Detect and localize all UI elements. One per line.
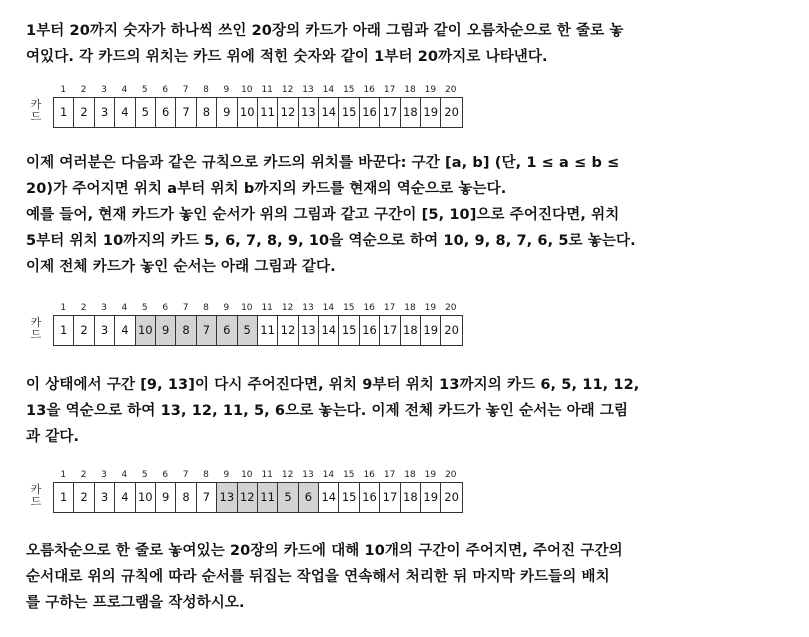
position-number: 3 (101, 85, 107, 95)
intro-paragraph (26, 18, 786, 70)
position-number: 19 (424, 470, 437, 480)
position-number: 3 (101, 303, 107, 313)
card-cell: 12 (238, 483, 258, 512)
card-cell: 16 (360, 98, 380, 127)
card-cell: 14 (319, 316, 339, 345)
position-number: 9 (223, 303, 230, 313)
position-number: 10 (241, 303, 253, 313)
position-number: 7 (182, 470, 189, 480)
position-number: 8 (203, 85, 209, 95)
position-number: 10 (241, 85, 253, 95)
position-number: 7 (182, 303, 189, 313)
card-cell: 17 (380, 316, 400, 345)
text-line: 과 같다. (26, 429, 80, 445)
position-number: 16 (363, 470, 375, 480)
position-number: 17 (383, 303, 396, 313)
position-number: 14 (322, 85, 335, 95)
position-number: 10 (241, 470, 253, 480)
position-number: 8 (203, 470, 209, 480)
card-cell: 1 (54, 316, 74, 345)
card-cell: 15 (339, 483, 359, 512)
position-number: 7 (182, 85, 189, 95)
position-number: 19 (424, 85, 437, 95)
text-line: 이제 전체 카드가 놓인 순서는 아래 그림과 같다. (26, 259, 336, 275)
card-cell: 9 (156, 316, 176, 345)
card-cell: 16 (360, 483, 380, 512)
position-number: 20 (445, 470, 457, 480)
card-cell: 2 (74, 98, 94, 127)
text-line: 이 상태에서 구간 [9, 13]이 다시 주어진다면, 위치 9부터 위치 13까지의 카드 6, 5, 11, 12, (26, 377, 640, 393)
card-cell: 7 (176, 98, 196, 127)
card-cell: 11 (258, 316, 278, 345)
position-number: 2 (80, 85, 87, 95)
card-cell: 7 (197, 316, 217, 345)
position-number: 14 (322, 470, 335, 480)
text-line: 를 구하는 프로그램을 작성하시오. (26, 595, 245, 611)
position-number: 12 (281, 85, 294, 95)
position-number: 4 (121, 303, 128, 313)
card-cell: 5 (278, 483, 298, 512)
position-number: 9 (223, 470, 230, 480)
card-cell: 18 (401, 483, 421, 512)
card-cell: 8 (176, 316, 196, 345)
card-cell: 14 (319, 98, 339, 127)
card-cell: 12 (278, 98, 298, 127)
card-cell: 7 (197, 483, 217, 512)
position-number: 1 (60, 85, 67, 95)
card-cell: 4 (115, 483, 135, 512)
card-cell: 5 (136, 98, 156, 127)
card-cell: 8 (197, 98, 217, 127)
card-cell: 8 (176, 483, 196, 512)
task-paragraph (26, 538, 786, 616)
position-number: 11 (261, 470, 273, 480)
card-cell: 20 (444, 105, 459, 119)
position-number: 20 (445, 85, 457, 95)
card-cell: 6 (299, 483, 319, 512)
card-row (53, 482, 463, 513)
position-number: 16 (363, 303, 375, 313)
position-number: 6 (162, 303, 169, 313)
card-cell: 14 (319, 483, 339, 512)
text-line: 순서대로 위의 규칙에 따라 순서를 뒤집는 작업을 연속해서 처리한 뒤 마지막 카드들의 배치 (26, 569, 610, 585)
position-number: 11 (261, 85, 273, 95)
position-number: 2 (80, 303, 87, 313)
position-number: 13 (302, 85, 314, 95)
card-cell: 3 (95, 316, 115, 345)
position-number: 3 (101, 470, 107, 480)
position-number: 1 (60, 303, 67, 313)
card-cell: 6 (156, 98, 176, 127)
text-line: 예를 들어, 현재 카드가 놓인 순서가 위의 그림과 같고 구간이 [5, 10]으로 주어진다면, 위치 (26, 207, 620, 223)
position-number: 16 (363, 85, 375, 95)
position-number: 17 (383, 85, 396, 95)
position-number: 13 (302, 470, 314, 480)
position-number: 9 (223, 85, 230, 95)
position-number: 18 (404, 303, 416, 313)
position-number: 6 (162, 85, 169, 95)
position-number: 17 (383, 470, 396, 480)
card-cell: 13 (299, 98, 319, 127)
card-cell: 6 (217, 316, 237, 345)
position-number: 5 (141, 303, 148, 313)
card-label: 카드 (30, 483, 42, 508)
card-cell: 10 (136, 316, 156, 345)
card-cell: 15 (339, 316, 359, 345)
position-number: 6 (162, 470, 169, 480)
text-line: 오름차순으로 한 줄로 놓여있는 20장의 카드에 대해 10개의 구간이 주어지면, 주어진 구간의 (26, 543, 623, 559)
card-cell: 13 (217, 483, 237, 512)
card-cell: 3 (95, 98, 115, 127)
card-cell: 1 (54, 483, 74, 512)
card-cell: 19 (421, 316, 441, 345)
position-number: 20 (445, 303, 457, 313)
card-label: 카드 (30, 316, 42, 341)
card-cell: 4 (115, 98, 135, 127)
second-paragraph (26, 372, 786, 450)
position-number: 5 (141, 85, 148, 95)
card-cell: 10 (238, 98, 258, 127)
card-row (53, 315, 463, 346)
position-number: 11 (261, 303, 273, 313)
card-cell: 17 (380, 483, 400, 512)
card-cell: 11 (258, 483, 278, 512)
card-cell: 16 (360, 316, 380, 345)
card-cell: 19 (421, 98, 441, 127)
position-number: 1 (60, 470, 67, 480)
card-cell: 13 (299, 316, 319, 345)
text-line: 이제 여러분은 다음과 같은 규칙으로 카드의 위치를 바꾼다: 구간 [a, b] (단, 1 ≤ a ≤ b ≤ (26, 155, 620, 171)
text-line: 5부터 위치 10까지의 카드 5, 6, 7, 8, 9, 10을 역순으로 하여 10, 9, 8, 7, 6, 5로 놓는다. (26, 233, 636, 249)
position-number: 8 (203, 303, 209, 313)
card-cell: 4 (115, 316, 135, 345)
position-number: 5 (141, 470, 148, 480)
position-number: 15 (343, 303, 355, 313)
rule-paragraph (26, 150, 786, 280)
position-number: 4 (121, 85, 128, 95)
position-number: 18 (404, 470, 416, 480)
card-cell: 19 (421, 483, 441, 512)
card-cell: 5 (238, 316, 258, 345)
card-cell: 9 (156, 483, 176, 512)
card-cell: 15 (339, 98, 359, 127)
card-label: 카드 (30, 98, 42, 123)
card-row (53, 97, 463, 128)
card-cell: 18 (401, 98, 421, 127)
card-cell: 9 (217, 98, 237, 127)
position-number: 15 (343, 470, 355, 480)
text-line: 1부터 20까지 숫자가 하나씩 쓰인 20장의 카드가 아래 그림과 같이 오름차순으로 한 줄로 놓 (26, 23, 624, 39)
card-cell: 10 (136, 483, 156, 512)
text-line: 13을 역순으로 하여 13, 12, 11, 5, 6으로 놓는다. 이제 전체 카드가 놓인 순서는 아래 그림 (26, 403, 629, 419)
card-cell: 2 (74, 483, 94, 512)
card-cell: 20 (444, 490, 459, 504)
card-cell: 17 (380, 98, 400, 127)
position-number: 2 (80, 470, 87, 480)
card-cell: 1 (54, 98, 74, 127)
card-cell: 12 (278, 316, 298, 345)
position-number: 19 (424, 303, 437, 313)
card-cell: 3 (95, 483, 115, 512)
text-line: 여있다. 각 카드의 위치는 카드 위에 적힌 숫자와 같이 1부터 20까지로 나타낸다. (26, 49, 548, 65)
position-number: 4 (121, 470, 128, 480)
card-cell: 2 (74, 316, 94, 345)
card-cell: 18 (401, 316, 421, 345)
position-number: 12 (281, 303, 294, 313)
card-cell: 20 (444, 323, 459, 337)
position-number: 13 (302, 303, 314, 313)
position-number: 15 (343, 85, 355, 95)
card-cell: 11 (258, 98, 278, 127)
position-number: 14 (322, 303, 335, 313)
position-number: 18 (404, 85, 416, 95)
text-line: 20)가 주어지면 위치 a부터 위치 b까지의 카드를 현재의 역순으로 놓는다. (26, 181, 507, 197)
position-number: 12 (281, 470, 294, 480)
